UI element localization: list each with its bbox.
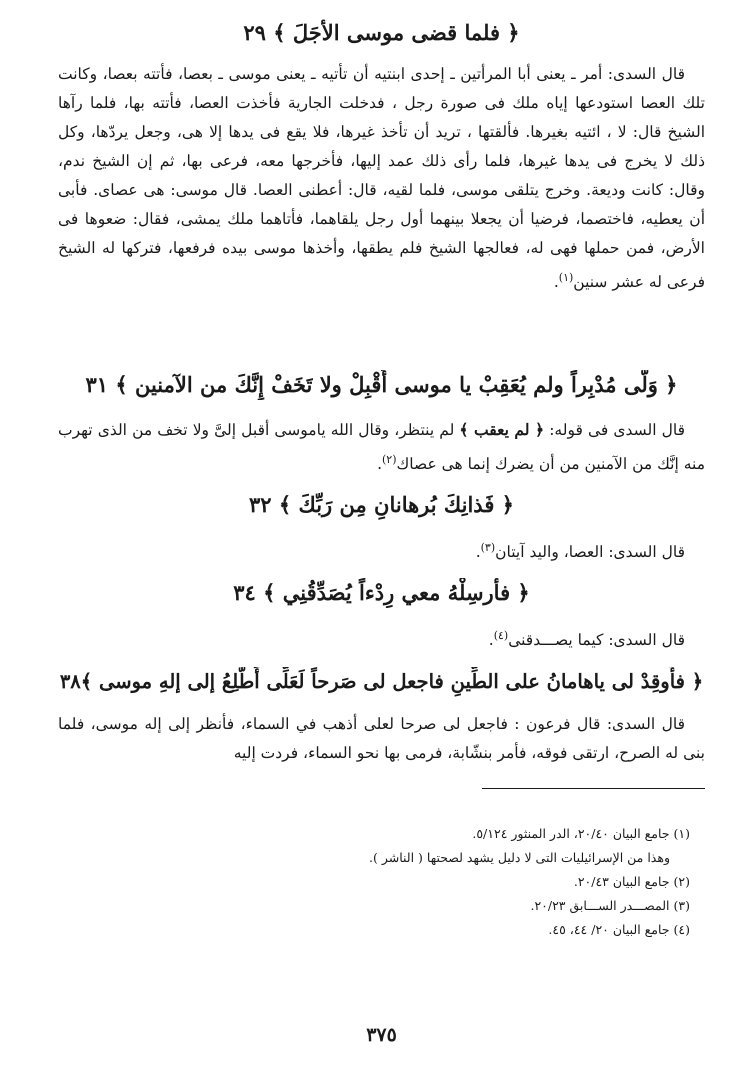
commentary-34 bbox=[58, 621, 705, 655]
commentary-31 bbox=[58, 415, 705, 479]
quoted-phrase: ﴿ لم يعقب ﴾ bbox=[459, 420, 545, 439]
commentary-29-end: . bbox=[553, 273, 559, 292]
commentary-32 bbox=[58, 533, 705, 567]
footnote-ref-2: (٢) bbox=[382, 453, 397, 466]
footnote-4: (٤) جامع البيان ٢٠/ ٤٤، ٤٥. bbox=[548, 922, 690, 937]
commentary-34-end: . bbox=[488, 631, 494, 650]
footnotes bbox=[58, 822, 705, 942]
footnote-ref-3: (٣) bbox=[480, 541, 496, 554]
verse-heading-29: ﴿ فلما قضى موسى الأجَلَ ﴾ ٢٩ bbox=[243, 20, 520, 45]
footnote-separator bbox=[482, 788, 705, 789]
footnote-3: (٣) المصـــدر الســـابق ٢٠/٢٣. bbox=[530, 898, 690, 913]
commentary-38-text: قال السدى: قال فرعون : فاجعل لى صرحا لعلى أذهب في السماء، فأنظر إلى إله موسى، فلما بنى له الصرح، ارتقى فوقه، فأمر بنشّابة، فرمى بها نحو السماء، فردت إليه bbox=[58, 715, 705, 762]
commentary-34-text: قال السدى: كيما يصـــدقنى bbox=[508, 631, 685, 650]
commentary-31-post: لم ينتظر، وقال الله ياموسى أقبل إلىَّ ولا تخف من الذى تهرب منه إنَّك من الآمنين من أن يضرك إنما هى عصاك bbox=[58, 421, 705, 474]
page bbox=[58, 0, 705, 1092]
commentary-31-end: . bbox=[377, 455, 382, 474]
page-number: ٣٧٥ bbox=[366, 1024, 397, 1046]
commentary-31-pre: قال السدى فى قوله: bbox=[544, 421, 685, 439]
footnote-1-note: وهذا من الإسرائيليات التى لا دليل يشهد لصحتها ( الناشر ). bbox=[369, 850, 670, 865]
verse-heading-38: ﴿ فأَوقِدْ لى ياهامانُ على الطِّينِ فاجعل لى صَرحاً لَعَلِّى أَطَّلِعُ إلى إلهِ موسى ﴾٣٨ bbox=[59, 670, 704, 693]
footnote-1: (١) جامع البيان ٢٠/٤٠، الدر المنثور ٥/١٢٤. bbox=[472, 826, 690, 841]
verse-heading-32: ﴿ فَذانِكَ بُرهانانِ مِن رَبِّكَ ﴾ ٣٢ bbox=[249, 492, 514, 517]
footnote-ref-4: (٤) bbox=[493, 629, 509, 642]
commentary-32-text: قال السدى: العصا، واليد آيتان bbox=[495, 543, 685, 562]
footnote-ref-1: (١) bbox=[558, 271, 574, 284]
commentary-32-end: . bbox=[475, 543, 481, 562]
verse-heading-34: ﴿ فأرسِلْهُ معي رِدْءاً يُصَدِّقُنِي ﴾ ٣٤ bbox=[233, 580, 530, 605]
commentary-38 bbox=[58, 710, 705, 768]
footnote-2: (٢) جامع البيان ٢٠/٤٣. bbox=[573, 874, 690, 889]
commentary-29 bbox=[58, 60, 705, 297]
verse-heading-31: ﴿ وَلّى مُدْبِراً ولم يُعَقِبْ يا موسى أَقْبِلْ ولا تَخَفْ إِنَّكَ من الآمنين ﴾ ٣١ bbox=[85, 372, 678, 397]
commentary-29-text: قال السدى: أمر ـ يعنى أبا المرأتين ـ إحدى ابنتيه أن تأتيه ـ يعنى موسى ـ بعصا، فأتته بعصا، وكانت تلك العصا استودعها إياه ملك فى صورة رجل ، فدخلت الجارية فأخذت العصا، فأتته بها، فلما رآها الشيخ قال: لا ، ائتيه بغيرها. فألقتها ، تريد أن تأخذ غيرها، فلا يقع فى يدها إلا هى، وجعل يردّها، وكل ذلك لا يخرج فى يدها غيرها، فلما رأى ذلك عمد إليها، فأخرجها معه، فرعى بها، ثم إن الشيخ ندم، وقال: كانت وديعة. وخرج يتلقى موسى، فلما لقيه، قال: أعطنى العصا. قال موسى: هى عصاى. فأبى أن يعطيه، فاختصما، فرضيا أن يجعلا بينهما أول رجل يلقاهما، فأتاهما ملك يمشى، فقال: ضعوها فى الأرض، فمن حملها فهى له، فعالجها الشيخ فلم يطقها، وأخذها موسى بيده فرفعها، فتركها له الشيخ فرعى له عشر سنين bbox=[58, 65, 705, 292]
